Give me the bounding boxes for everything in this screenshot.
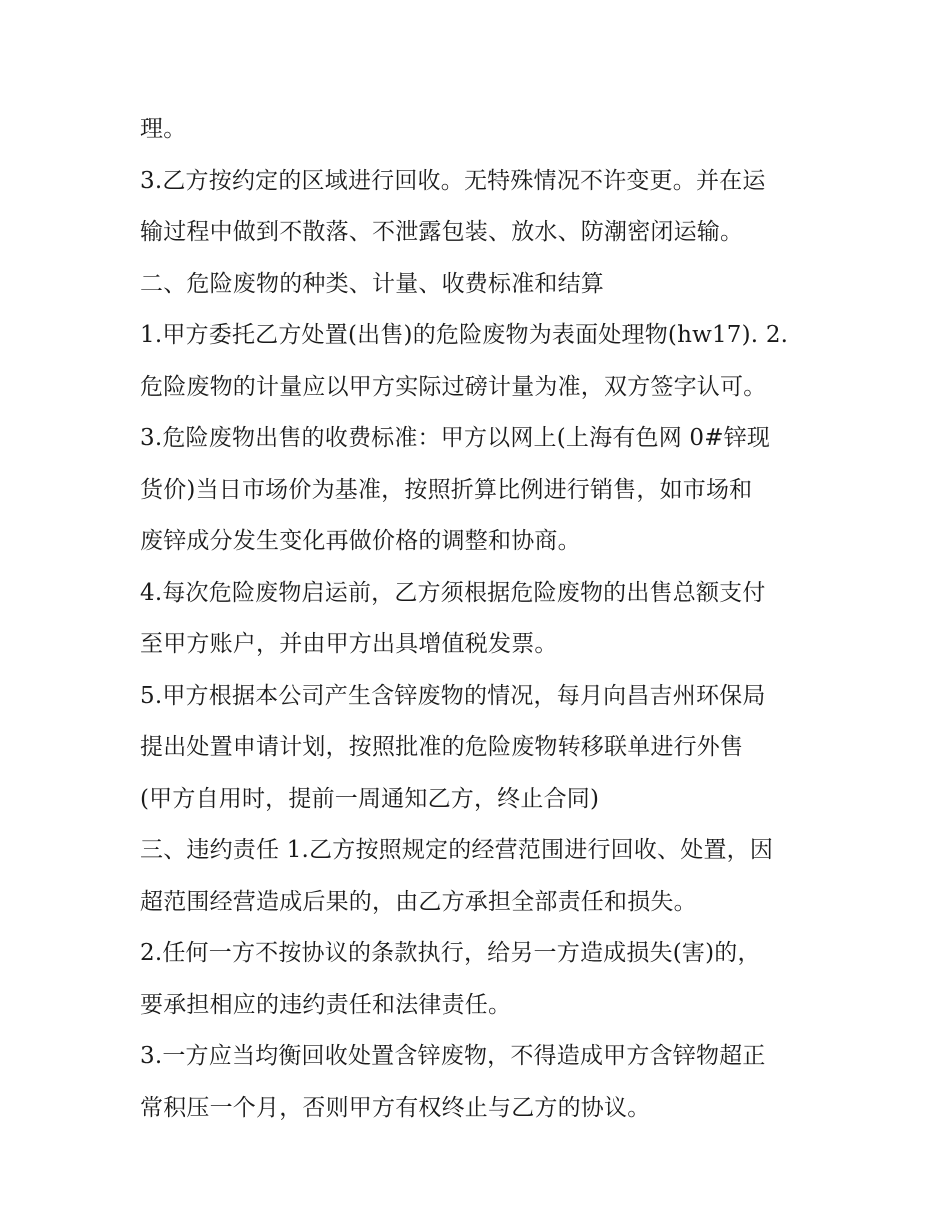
text-line: 4.每次危险废物启运前，乙方须根据危险废物的出售总额支付 <box>140 579 766 606</box>
text-line: 2.任何一方不按协议的条款执行，给另一方造成损失(害)的， <box>140 940 761 966</box>
text-line: 要承担相应的违约责任和法律责任。 <box>140 991 512 1018</box>
text-line: 3.一方应当均衡回收处置含锌废物，不得造成甲方含锌物超正 <box>140 1043 766 1069</box>
text-line: 危险废物的计量应以甲方实际过磅计量为准，双方签字认可。 <box>140 373 767 400</box>
text-line: 5.甲方根据本公司产生含锌废物的情况，每月向昌吉州环保局 <box>140 682 766 709</box>
text-line: 提出处置申请计划，按照批准的危险废物转移联单进行外售 <box>140 734 744 760</box>
text-line: 3.乙方按约定的区域进行回收。无特殊情况不许变更。并在运 <box>140 167 766 194</box>
section-heading: 三、违约责任 1.乙方按照规定的经营范围进行回收、处置，因 <box>140 837 774 863</box>
text-line: 货价)当日市场价为基准，按照折算比例进行销售，如市场和 <box>140 476 753 503</box>
text-line: 常积压一个月，否则甲方有权终止与乙方的协议。 <box>140 1094 651 1121</box>
section-heading: 二、危险废物的种类、计量、收费标准和结算 <box>140 270 604 297</box>
text-line: 1.甲方委托乙方处置(出售)的危险废物为表面处理物(hw17). 2. <box>140 322 789 348</box>
text-line: 至甲方账户，并由甲方出具增值税发票。 <box>140 631 558 657</box>
text-line: 输过程中做到不散落、不泄露包装、放水、防潮密闭运输。 <box>140 219 744 245</box>
document-body <box>140 104 820 1134</box>
text-line: 理。 <box>140 116 187 142</box>
text-line: 3.危险废物出售的收费标准：甲方以网上(上海有色网 0#锌现 <box>140 425 771 451</box>
text-line: 超范围经营造成后果的，由乙方承担全部责任和损失。 <box>140 888 697 915</box>
text-line: (甲方自用时，提前一周通知乙方，终止合同) <box>140 785 600 812</box>
text-line: 废锌成分发生变化再做价格的调整和协商。 <box>140 528 581 554</box>
